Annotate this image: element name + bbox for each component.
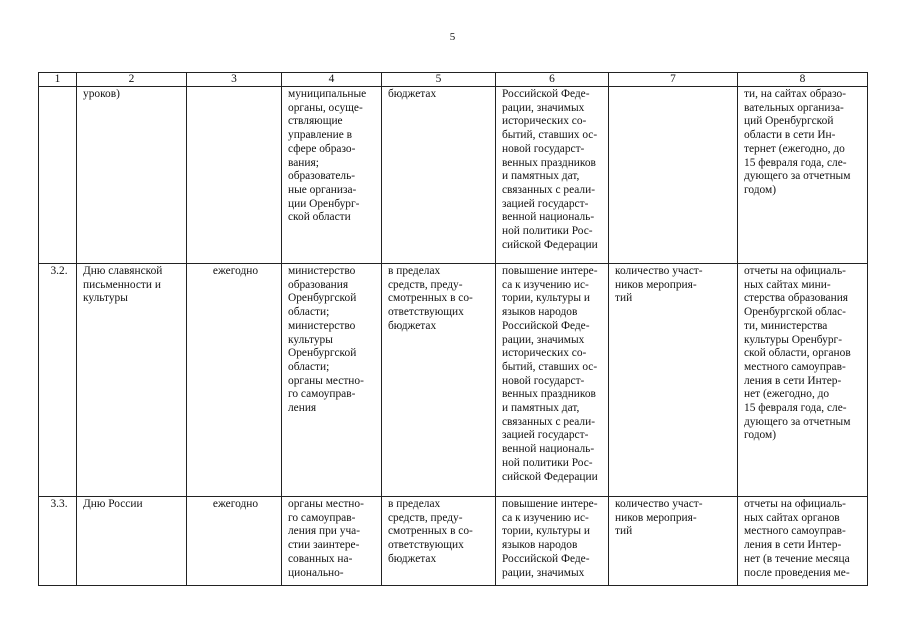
column-header: 2 — [77, 73, 187, 87]
cell-executors: министерство образования Оренбургской области; министерство культуры Оренбургской области; органы местно- го самоуправ- ления — [282, 264, 382, 497]
cell-reporting: отчеты на официаль- ных сайтах органов местного самоуправ- ления в сети Интер- нет (в течение месяца после проведения ме- — [738, 497, 868, 586]
cell-reporting: отчеты на официаль- ных сайтах мини- стерства образования Оренбургской облас- ти, министерства культуры Оренбург- ской области, органов местного самоуправ- ления в сети Интер- нет (ежегодно, до 15 февраля года, сле- дующего за отчетным годом) — [738, 264, 868, 497]
cell-event: Дню славянской письменности и культуры — [77, 264, 187, 497]
table-row-3-2 — [39, 264, 868, 497]
cell-result: повышение интере- са к изучению ис- тории, культуры и языков народов Российской Феде- рации, значимых — [496, 497, 609, 586]
cell-reporting: ти, на сайтах образо- вательных организа- ций Оренбургской области в сети Ин- тернет (ежегодно, до 15 февраля года, сле- дующего за отчетным годом) — [738, 87, 868, 264]
cell-funding: в пределах средств, преду- смотренных в со- ответствующих бюджетах — [382, 264, 496, 497]
cell-event: Дню России — [77, 497, 187, 586]
cell-executors: муниципальные органы, осуще- ствляющие управление в сфере образо- вания; образователь- ные организа- ции Оренбург- ской области — [282, 87, 382, 264]
cell-executors: органы местно- го самоуправ- ления при уча- стии заинтере- сованных на- ционально- — [282, 497, 382, 586]
column-header: 6 — [496, 73, 609, 87]
cell-period: ежегодно — [187, 497, 282, 586]
cell-indicator: количество участ- ников мероприя- тий — [609, 497, 738, 586]
cell-funding: бюджетах — [382, 87, 496, 264]
cell-indicator: количество участ- ников мероприя- тий — [609, 264, 738, 497]
cell-number: 3.3. — [39, 497, 77, 586]
column-number-header-row — [39, 73, 868, 87]
cell-event: уроков) — [77, 87, 187, 264]
cell-period: ежегодно — [187, 264, 282, 497]
column-header: 5 — [382, 73, 496, 87]
column-header: 1 — [39, 73, 77, 87]
column-header: 4 — [282, 73, 382, 87]
table-row-continuation — [39, 87, 868, 264]
cell-result: повышение интере- са к изучению ис- тории, культуры и языков народов Российской Феде- рации, значимых исторических со- бытий, ставших ос- новой государст- венных праздников и памятных дат, связанных с реали- зацией государст- венной националь- ной политики Рос- сийской Федерации — [496, 264, 609, 497]
cell-period — [187, 87, 282, 264]
cell-funding: в пределах средств, преду- смотренных в со- ответствующих бюджетах — [382, 497, 496, 586]
cell-indicator — [609, 87, 738, 264]
column-header: 7 — [609, 73, 738, 87]
cell-number: 3.2. — [39, 264, 77, 497]
cell-number — [39, 87, 77, 264]
cell-result: Российской Феде- рации, значимых исторических со- бытий, ставших ос- новой государст- венных праздников и памятных дат, связанных с реали- зацией государст- венной националь- ной политики Рос- сийской Федерации — [496, 87, 609, 264]
column-header: 3 — [187, 73, 282, 87]
column-header: 8 — [738, 73, 868, 87]
table-row-3-3 — [39, 497, 868, 586]
page-number: 5 — [449, 31, 456, 43]
events-table — [38, 72, 868, 586]
